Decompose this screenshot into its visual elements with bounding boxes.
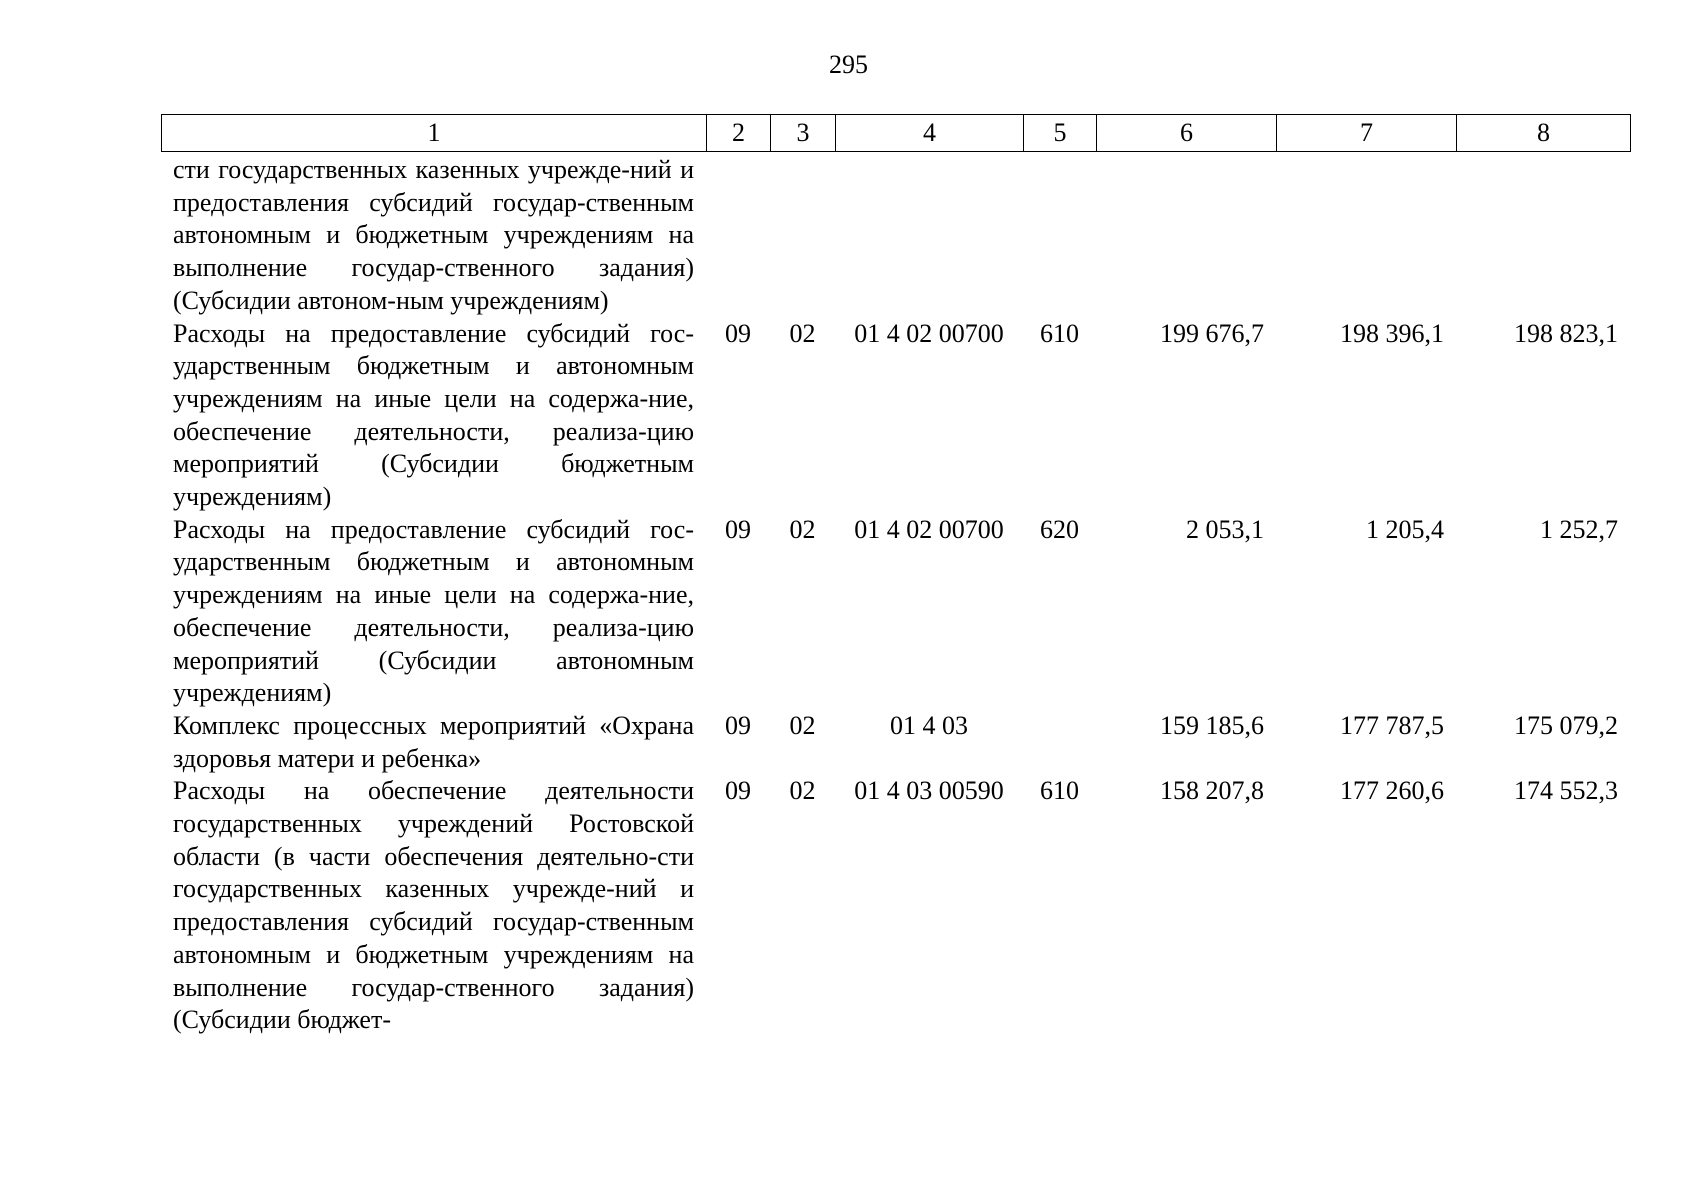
row-amount-col7 xyxy=(1276,154,1456,318)
budget-table xyxy=(161,154,1630,1037)
column-header-table xyxy=(161,114,1631,152)
row-expense-type xyxy=(1023,710,1096,775)
column-header-3: 3 xyxy=(771,115,836,152)
row-amount-col6: 2 053,1 xyxy=(1186,514,1264,544)
row-description: Комплекс процессных мероприятий «Охрана здоровья матери и ребенка» xyxy=(173,710,694,773)
table-row xyxy=(161,514,1630,710)
column-header-4: 4 xyxy=(836,115,1024,152)
row-amount-col8: 174 552,3 xyxy=(1514,776,1618,806)
row-section: 09 xyxy=(725,776,751,806)
row-amount-col7: 177 787,5 xyxy=(1340,710,1444,740)
column-header-7: 7 xyxy=(1277,115,1457,152)
row-amount-col6: 199 676,7 xyxy=(1160,318,1264,348)
row-amount-col8: 198 823,1 xyxy=(1514,318,1618,348)
row-amount-col7: 198 396,1 xyxy=(1340,318,1444,348)
column-header-5: 5 xyxy=(1024,115,1097,152)
row-amount-col6: 158 207,8 xyxy=(1160,776,1264,806)
row-description: Расходы на обеспечение деятельности государственных учреждений Ростовской области (в части обеспечения деятельно-сти государственных казенных учрежде-ний и предоставления субсидий государ-ственным автономным и бюджетным учреждениям на выполнение государ-ственного задания) (Субсидии бюджет- xyxy=(173,776,694,1035)
row-expense-type xyxy=(1023,154,1096,318)
row-target-code: 01 4 03 00590 xyxy=(854,776,1004,806)
row-description: сти государственных казенных учрежде-ний и предоставления субсидий государ-ственным автономным и бюджетным учреждениям на выполнение государ-ственного задания) (Субсидии автоном-ным учреждениям) xyxy=(173,155,694,315)
table-row xyxy=(161,710,1630,775)
row-subsection xyxy=(770,154,835,318)
row-subsection: 02 xyxy=(789,776,816,806)
row-amount-col8 xyxy=(1456,154,1630,318)
row-expense-type: 610 xyxy=(1040,776,1079,806)
column-header-8: 8 xyxy=(1457,115,1631,152)
column-header-row xyxy=(162,115,1631,152)
row-amount-col7: 177 260,6 xyxy=(1340,776,1444,806)
row-amount-col6: 159 185,6 xyxy=(1160,710,1264,740)
row-amount-col8: 1 252,7 xyxy=(1540,514,1618,544)
row-target-code xyxy=(835,154,1023,318)
column-header-6: 6 xyxy=(1097,115,1277,152)
row-subsection: 02 xyxy=(789,514,816,544)
row-expense-type: 610 xyxy=(1040,318,1079,348)
row-description: Расходы на предоставление субсидий гос-ударственным бюджетным и автономным учреждениям на иные цели на содержа-ние, обеспечение деятельности, реализа-цию мероприятий (Субсидии автономным учреждениям) xyxy=(173,514,694,708)
row-target-code: 01 4 02 00700 xyxy=(854,318,1004,348)
row-section xyxy=(706,154,770,318)
row-section: 09 xyxy=(725,514,751,544)
row-subsection: 02 xyxy=(789,710,816,740)
row-expense-type: 620 xyxy=(1040,514,1079,544)
row-amount-col7: 1 205,4 xyxy=(1366,514,1444,544)
row-amount-col8: 175 079,2 xyxy=(1514,710,1618,740)
row-target-code: 01 4 03 xyxy=(890,710,968,740)
column-header-2: 2 xyxy=(707,115,771,152)
table-row xyxy=(161,775,1630,1037)
row-subsection: 02 xyxy=(789,318,816,348)
row-target-code: 01 4 02 00700 xyxy=(854,514,1004,544)
row-section: 09 xyxy=(725,710,751,740)
row-section: 09 xyxy=(725,318,751,348)
row-amount-col6 xyxy=(1096,154,1276,318)
column-header-1: 1 xyxy=(162,115,707,152)
table-row xyxy=(161,154,1630,318)
row-description: Расходы на предоставление субсидий гос-ударственным бюджетным и автономным учреждениям на иные цели на содержа-ние, обеспечение деятельности, реализа-цию мероприятий (Субсидии бюджетным учреждениям) xyxy=(173,318,694,512)
page-number: 295 xyxy=(829,50,868,79)
table-row xyxy=(161,318,1630,514)
